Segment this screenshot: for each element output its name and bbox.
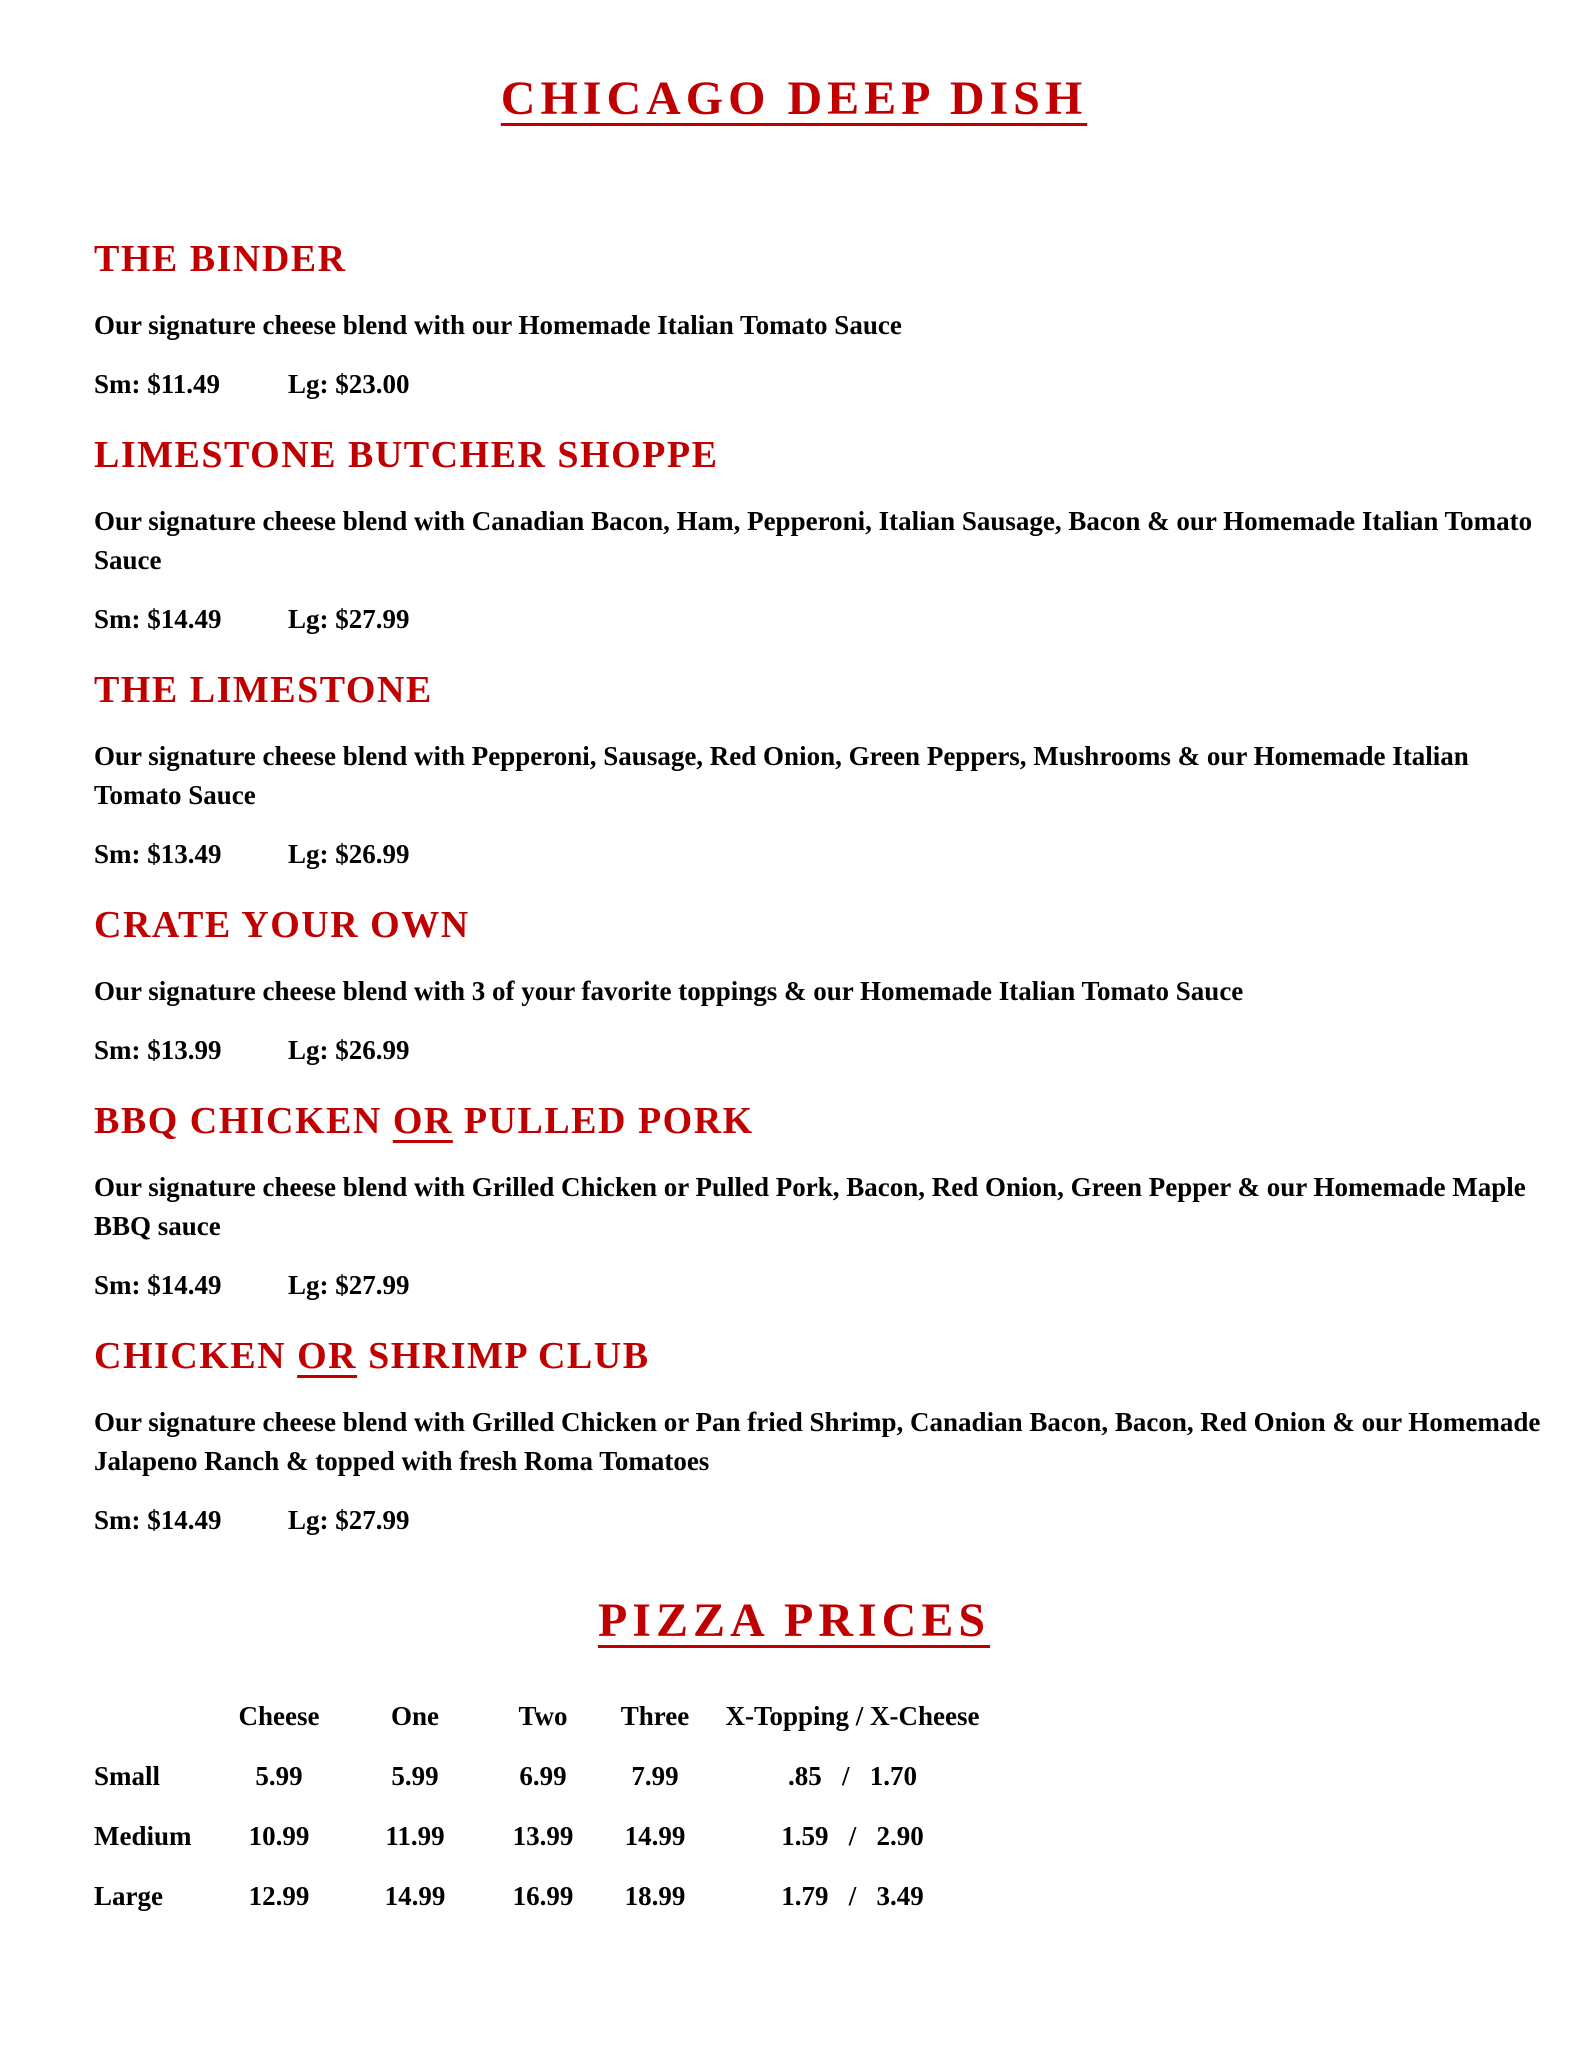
table-row-label: Large: [94, 1880, 163, 1911]
table-header-xtopping-xcheese: X-Topping / X-Cheese: [725, 1700, 980, 1731]
price-line: [94, 1503, 1494, 1538]
table-cell-cheese: 10.99: [248, 1820, 310, 1851]
menu-sections: [94, 238, 1541, 1538]
section-description: [94, 1168, 1526, 1246]
table-cell-one: 11.99: [385, 1820, 445, 1851]
price-line: [94, 837, 1494, 872]
price-large: Lg: $23.00: [288, 369, 410, 399]
table-row: [94, 1806, 995, 1866]
table-body: [94, 1746, 995, 1926]
table-cell-one: 5.99: [391, 1760, 439, 1791]
section-description: [94, 1403, 1541, 1481]
section-heading-or-underlined: OR: [392, 1100, 453, 1142]
table-cell-three: 18.99: [624, 1880, 686, 1911]
table-cell-three: 7.99: [631, 1760, 679, 1791]
section-heading-text: LIMESTONE BUTCHER SHOPPE: [94, 434, 719, 476]
pizza-prices-title: [94, 1592, 1494, 1650]
table-header-two: Two: [518, 1700, 568, 1731]
table-cell-xtopping-xcheese: 1.59 / 2.90: [781, 1820, 924, 1851]
price-large: Lg: $27.99: [288, 604, 410, 634]
table-header-three: Three: [620, 1700, 690, 1731]
menu-section: [94, 671, 1494, 872]
price-line: [94, 1268, 1494, 1303]
price-small: Sm: $13.99: [94, 1035, 222, 1065]
section-heading: [94, 906, 1494, 944]
description-line-1: Our signature cheese blend with Pepperoni, Sausage, Red Onion, Green Peppers, Mushrooms & our Homemade Italian: [94, 741, 1469, 771]
price-small: Sm: $11.49: [94, 369, 221, 399]
price-line: [94, 602, 1494, 637]
table-header-cheese: Cheese: [238, 1700, 320, 1731]
section-heading-rest: PULLED PORK: [452, 1100, 754, 1142]
price-large: Lg: $26.99: [288, 1035, 410, 1065]
table-header-corner: [94, 1686, 214, 1746]
section-heading: [94, 1337, 1494, 1375]
section-description: [94, 737, 1494, 815]
section-heading: [94, 671, 1494, 709]
section-description: [94, 502, 1533, 580]
table-row-label: Medium: [94, 1820, 192, 1851]
section-description: [94, 306, 1494, 345]
table-cell-one: 14.99: [384, 1880, 446, 1911]
table-row: [94, 1866, 995, 1926]
description-line-2: Tomato Sauce: [94, 780, 256, 810]
description-line-1: Our signature cheese blend with Canadian Bacon, Ham, Pepperoni, Italian Sausage, Bacon & our Homemade Italian Tomato: [94, 506, 1533, 536]
price-line: [94, 367, 1494, 402]
table-cell-xtopping-xcheese: .85 / 1.70: [787, 1760, 917, 1791]
table-header-row: [94, 1686, 995, 1746]
description-line-1: Our signature cheese blend with 3 of your favorite toppings & our Homemade Italian Tomato Sauce: [94, 976, 1244, 1006]
section-heading-text: CRATE YOUR OWN: [94, 904, 470, 946]
table-cell-cheese: 12.99: [248, 1880, 310, 1911]
price-small: Sm: $14.49: [94, 1270, 222, 1300]
section-heading-text: CHICKEN: [94, 1335, 298, 1377]
menu-section: [94, 906, 1494, 1068]
page-title: [94, 70, 1494, 128]
table-row-label: Small: [94, 1760, 161, 1791]
section-heading-text: THE LIMESTONE: [94, 669, 433, 711]
price-large: Lg: $26.99: [288, 839, 410, 869]
menu-section: [94, 434, 1533, 637]
pizza-prices-table: [94, 1686, 995, 1926]
table-cell-cheese: 5.99: [255, 1760, 303, 1791]
table-header-one: One: [390, 1700, 439, 1731]
pizza-prices-title-text: PIZZA PRICES: [597, 1594, 991, 1647]
section-heading: [94, 436, 1494, 474]
table-cell-xtopping-xcheese: 1.79 / 3.49: [781, 1880, 924, 1911]
section-heading-text: THE BINDER: [94, 238, 347, 280]
menu-section: [94, 1100, 1526, 1303]
price-large: Lg: $27.99: [288, 1505, 410, 1535]
section-description: [94, 972, 1494, 1011]
table-cell-two: 16.99: [512, 1880, 574, 1911]
description-line-2: BBQ sauce: [94, 1211, 221, 1241]
price-small: Sm: $14.49: [94, 604, 222, 634]
table-cell-three: 14.99: [624, 1820, 686, 1851]
price-small: Sm: $14.49: [94, 1505, 222, 1535]
description-line-2: Sauce: [94, 545, 162, 575]
description-line-2: Jalapeno Ranch & topped with fresh Roma Tomatoes: [94, 1446, 710, 1476]
section-heading-rest: SHRIMP CLUB: [357, 1335, 650, 1377]
description-line-1: Our signature cheese blend with our Homemade Italian Tomato Sauce: [94, 310, 902, 340]
table-cell-two: 13.99: [512, 1820, 574, 1851]
table-cell-two: 6.99: [519, 1760, 567, 1791]
menu-section: [94, 1335, 1541, 1538]
menu-section: [94, 240, 1494, 402]
section-heading: [94, 240, 1494, 278]
table-row: [94, 1746, 995, 1806]
description-line-1: Our signature cheese blend with Grilled Chicken or Pulled Pork, Bacon, Red Onion, Green Pepper & our Homemade Maple: [94, 1172, 1526, 1202]
price-large: Lg: $27.99: [288, 1270, 410, 1300]
description-line-1: Our signature cheese blend with Grilled Chicken or Pan fried Shrimp, Canadian Bacon, Bacon, Red Onion & our Homemade: [94, 1407, 1541, 1437]
section-heading-or-underlined: OR: [297, 1335, 358, 1377]
price-small: Sm: $13.49: [94, 839, 222, 869]
section-heading-text: BBQ CHICKEN: [94, 1100, 393, 1142]
price-line: [94, 1033, 1494, 1068]
page-title-text: CHICAGO DEEP DISH: [500, 72, 1088, 125]
section-heading: [94, 1102, 1494, 1140]
